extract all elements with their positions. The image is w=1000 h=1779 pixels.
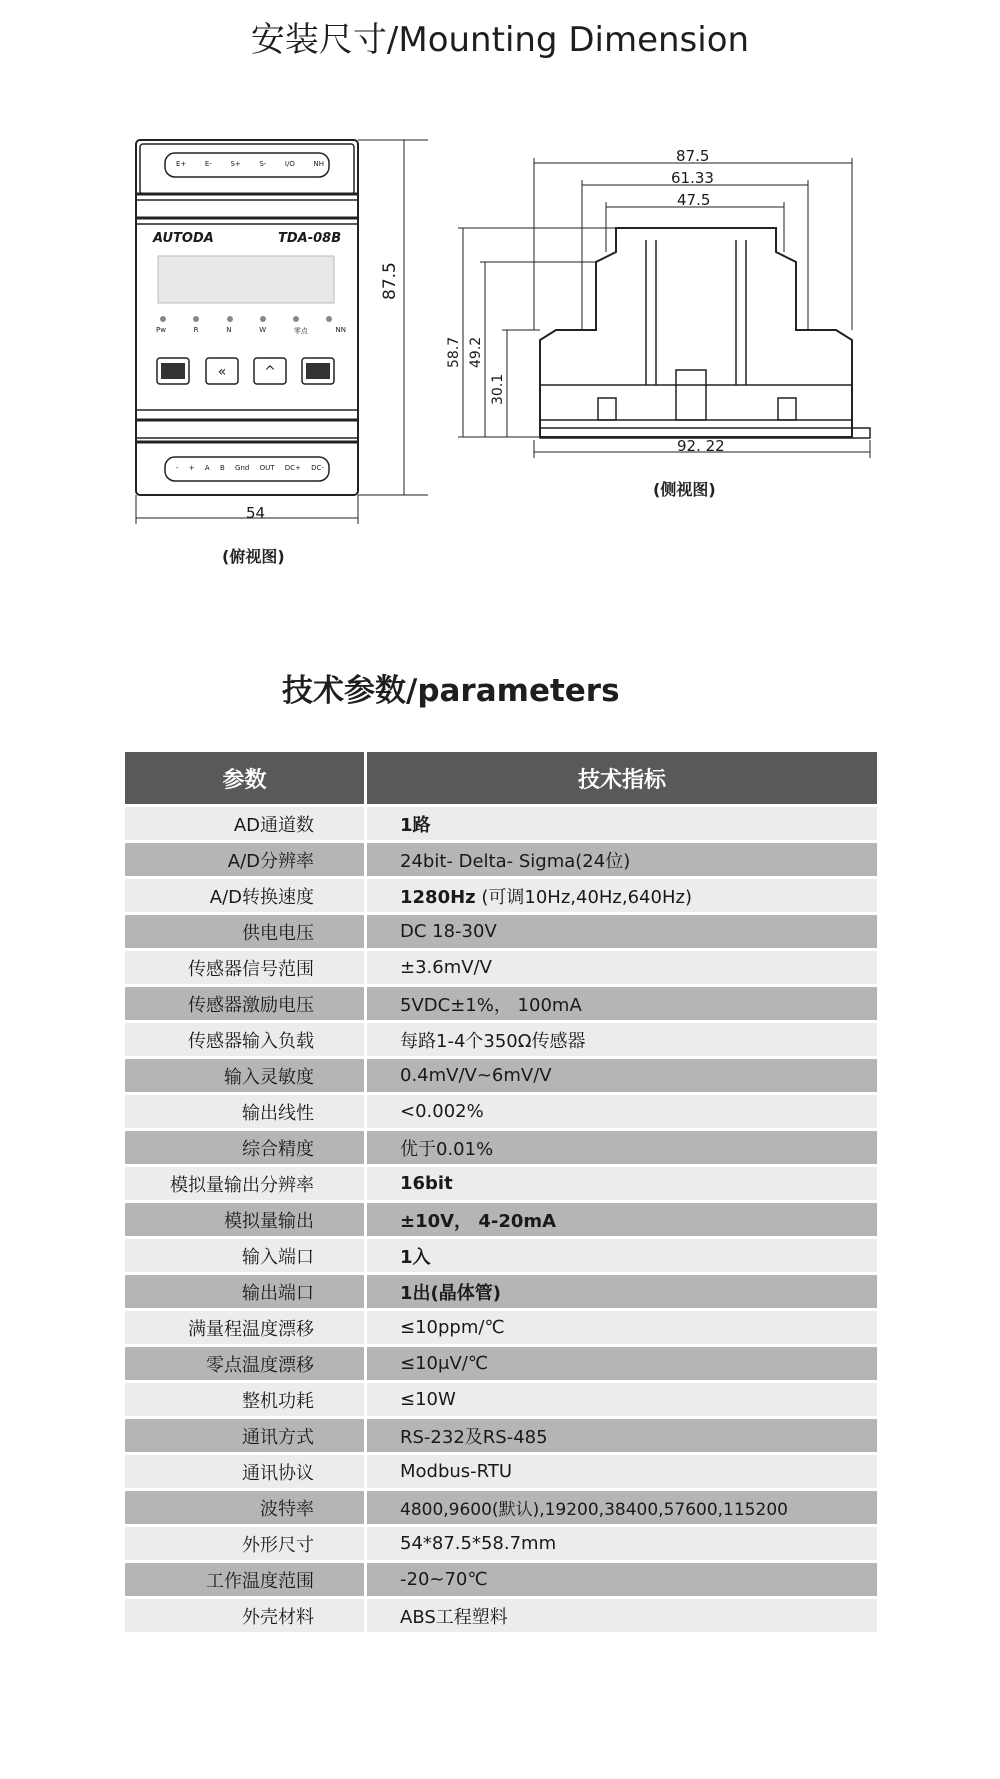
param-value: ±10V， 4-20mA	[366, 1202, 878, 1238]
led-label: NN	[335, 326, 346, 334]
side-dim-width-bottom: 92. 22	[677, 437, 725, 455]
side-dim-height-low: 30.1	[490, 373, 506, 405]
side-dim-height-total: 58.7	[446, 336, 462, 368]
terminal-label: -	[176, 464, 179, 472]
table-row	[125, 1238, 877, 1274]
mounting-drawing	[0, 0, 1000, 600]
bottom-terminal-labels	[176, 464, 324, 472]
param-name: 模拟量输出分辨率	[125, 1166, 366, 1202]
side-view-caption: (侧视图)	[653, 480, 716, 499]
table-row	[125, 1202, 877, 1238]
mounting-title: 安装尺寸/Mounting Dimension	[250, 20, 750, 60]
terminal-label: A	[204, 464, 210, 472]
led-label: 零点	[293, 327, 308, 335]
header-param: 参数	[125, 752, 366, 806]
param-name: 整机功耗	[125, 1382, 366, 1418]
table-row	[125, 1418, 877, 1454]
svg-text:«: «	[217, 364, 227, 380]
terminal-label: Gnd	[235, 464, 250, 472]
terminal-label: I/O	[284, 160, 295, 168]
table-row	[125, 1166, 877, 1202]
svg-text:^: ^	[264, 364, 276, 380]
table-row	[125, 1562, 877, 1598]
terminal-label: S-	[259, 160, 267, 168]
model-label: TDA-08B	[278, 231, 342, 246]
param-name: 输出端口	[125, 1274, 366, 1310]
top-view-caption: (俯视图)	[222, 547, 285, 566]
param-name: 输入灵敏度	[125, 1058, 366, 1094]
param-name: 零点温度漂移	[125, 1346, 366, 1382]
param-value: ≤10W	[366, 1382, 878, 1418]
table-row	[125, 1130, 877, 1166]
led-labels	[156, 326, 346, 336]
terminal-label: DC-	[311, 464, 324, 472]
terminal-label: B	[219, 464, 225, 472]
param-value: 每路1-4个350Ω传感器	[366, 1022, 878, 1058]
table-row	[125, 1526, 877, 1562]
table-row	[125, 1310, 877, 1346]
table-row	[125, 950, 877, 986]
param-value: (可调10Hz,40Hz,640Hz)	[475, 886, 692, 908]
param-value: 54*87.5*58.7mm	[366, 1526, 878, 1562]
led-label: R	[193, 326, 199, 334]
param-value-cell	[366, 878, 878, 914]
table-row	[125, 986, 877, 1022]
brand-label: AUTODA	[153, 231, 214, 246]
param-value: ≤10ppm/℃	[366, 1310, 878, 1346]
side-dim-width-mid: 61.33	[671, 169, 714, 187]
side-body	[540, 228, 852, 437]
side-view-drawing	[458, 158, 870, 458]
param-name: 模拟量输出	[125, 1202, 366, 1238]
table-row	[125, 1598, 877, 1633]
led-label: Pw	[156, 326, 166, 334]
height-dimension: 87.5	[380, 262, 400, 300]
param-value: -20~70℃	[366, 1562, 878, 1598]
param-name: A/D转换速度	[125, 878, 366, 914]
top-terminal-labels	[176, 160, 324, 168]
param-name: 满量程温度漂移	[125, 1310, 366, 1346]
param-value-bold: 1280Hz	[400, 886, 476, 908]
param-value: Modbus-RTU	[366, 1454, 878, 1490]
table-header-row	[125, 752, 877, 806]
table-row	[125, 914, 877, 950]
param-name: 外形尺寸	[125, 1526, 366, 1562]
table-row	[125, 1274, 877, 1310]
param-value: RS-232及RS-485	[366, 1418, 878, 1454]
header-spec: 技术指标	[366, 752, 878, 806]
param-value: 1出(晶体管)	[366, 1274, 878, 1310]
param-value: ≤10μV/℃	[366, 1346, 878, 1382]
param-name: 通讯协议	[125, 1454, 366, 1490]
table-row	[125, 1454, 877, 1490]
terminal-label: DC+	[284, 464, 301, 472]
param-name: 传感器输入负载	[125, 1022, 366, 1058]
side-dim-height-mid: 49.2	[468, 336, 484, 368]
terminal-label: S+	[230, 160, 241, 168]
button-glyphs	[218, 364, 276, 380]
param-name: 波特率	[125, 1490, 366, 1526]
table-row	[125, 1094, 877, 1130]
param-name: 输入端口	[125, 1238, 366, 1274]
param-value: ±3.6mV/V	[366, 950, 878, 986]
table-row	[125, 1058, 877, 1094]
param-name: 传感器激励电压	[125, 986, 366, 1022]
param-name: 供电电压	[125, 914, 366, 950]
param-value: 1入	[366, 1238, 878, 1274]
table-row	[125, 1382, 877, 1418]
table-row	[125, 878, 877, 914]
table-row	[125, 806, 877, 842]
table-row	[125, 1022, 877, 1058]
led-label: W	[259, 326, 267, 334]
param-name: A/D分辨率	[125, 842, 366, 878]
led-indicators	[160, 316, 332, 322]
param-value: 优于0.01%	[366, 1130, 878, 1166]
param-name: 工作温度范围	[125, 1562, 366, 1598]
lcd-display	[158, 256, 334, 303]
width-dimension: 54	[246, 504, 266, 522]
param-value: 0.4mV/V~6mV/V	[366, 1058, 878, 1094]
table-row	[125, 842, 877, 878]
terminal-label: E-	[204, 160, 212, 168]
side-dim-width-total: 87.5	[676, 147, 710, 165]
param-name: 外壳材料	[125, 1598, 366, 1633]
param-value: 5VDC±1%， 100mA	[366, 986, 878, 1022]
parameters-title: 技术参数/parameters	[282, 673, 620, 709]
terminal-label: OUT	[259, 464, 275, 472]
param-name: 通讯方式	[125, 1418, 366, 1454]
param-name: 输出线性	[125, 1094, 366, 1130]
side-dim-width-top: 47.5	[677, 191, 711, 209]
led-label: N	[226, 326, 232, 334]
param-name: 传感器信号范围	[125, 950, 366, 986]
param-value: DC 18-30V	[366, 914, 878, 950]
table-row	[125, 1490, 877, 1526]
param-value: 4800,9600(默认),19200,38400,57600,115200	[366, 1490, 878, 1526]
param-value: 24bit- Delta- Sigma(24位)	[366, 842, 878, 878]
terminal-label: E+	[176, 160, 187, 168]
terminal-label: +	[188, 464, 195, 472]
param-name: 综合精度	[125, 1130, 366, 1166]
table-row	[125, 1346, 877, 1382]
terminal-label: NH	[313, 160, 324, 168]
parameters-table	[125, 752, 877, 1632]
param-value: 1路	[366, 806, 878, 842]
param-value: 16bit	[366, 1166, 878, 1202]
param-name: AD通道数	[125, 806, 366, 842]
param-value: <0.002%	[366, 1094, 878, 1130]
param-value: ABS工程塑料	[366, 1598, 878, 1633]
